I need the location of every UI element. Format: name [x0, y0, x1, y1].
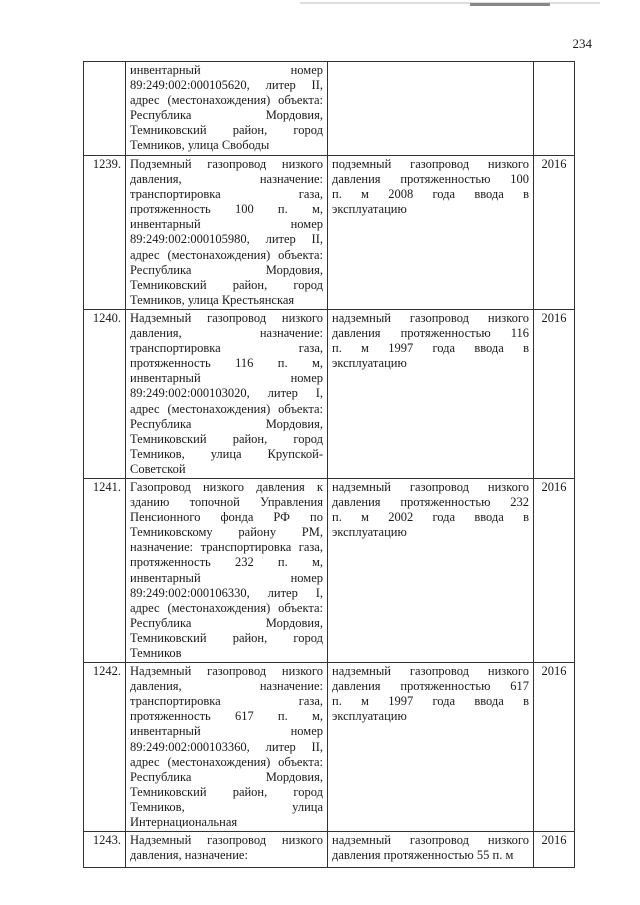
object-name — [126, 309, 328, 478]
object-name-line: Надземный газопровод низкого — [130, 664, 323, 679]
object-name-line: Республика Мордовия, — [130, 262, 323, 277]
object-name-line: Темников, улица — [130, 799, 323, 814]
object-description — [328, 309, 534, 478]
object-description-line: надземный газопровод низкого — [332, 664, 529, 679]
table-row — [84, 62, 575, 156]
transfer-year: 2016 — [534, 832, 575, 868]
object-name-line: протяженность 232 п. м, — [130, 555, 323, 570]
object-name-line: зданию топочной Управления — [130, 495, 323, 510]
object-description-line: давления протяженностью 55 п. м — [332, 848, 514, 863]
object-description-line: п. м 2008 года ввода в — [332, 187, 529, 202]
scan-artifact — [470, 3, 550, 6]
object-description-line: п. м 1997 года ввода в — [332, 341, 529, 356]
object-description-line: эксплуатацию — [332, 356, 407, 371]
object-description-line: давления протяженностью 100 — [332, 172, 529, 187]
object-name-line: 89:249:002:000103020, литер I, — [130, 386, 323, 401]
object-description-line: эксплуатацию — [332, 709, 407, 724]
row-number: 1239. — [84, 156, 126, 310]
object-name-line: инвентарный номер — [130, 724, 323, 739]
object-description-line: п. м 2002 года ввода в — [332, 510, 529, 525]
object-name — [126, 62, 328, 156]
object-name-line: 89:249:002:000103360, литер II, — [130, 739, 323, 754]
object-description-line: п. м 1997 года ввода в — [332, 694, 529, 709]
table-row — [84, 663, 575, 832]
object-description-line: надземный газопровод низкого — [332, 479, 529, 494]
object-name — [126, 478, 328, 662]
object-description-line: давления протяженностью 617 — [332, 679, 529, 694]
object-name-line: Темниковский район, город — [130, 277, 323, 292]
object-name-line: Советской — [130, 461, 186, 476]
object-description — [328, 478, 534, 662]
table-row — [84, 156, 575, 310]
object-name-line: назначение: транспортировка газа, — [130, 540, 323, 555]
object-name-line: Темников, улица Свободы — [130, 138, 270, 153]
table-row — [84, 832, 575, 868]
object-name-line: инвентарный номер — [130, 371, 323, 386]
table-row — [84, 309, 575, 478]
row-number: 1240. — [84, 309, 126, 478]
object-name-line: транспортировка газа, — [130, 341, 323, 356]
object-name-line: Темников, улица Крупской- — [130, 446, 323, 461]
object-name — [126, 832, 328, 868]
scan-artifact — [300, 2, 600, 4]
object-description — [328, 663, 534, 832]
transfer-year: 2016 — [534, 156, 575, 310]
object-description-line: давления протяженностью 116 — [332, 326, 529, 341]
object-name-line: 89:249:002:000106330, литер I, — [130, 585, 323, 600]
transfer-year: 2016 — [534, 309, 575, 478]
object-name-line: Республика Мордовия, — [130, 769, 323, 784]
row-number: 1243. — [84, 832, 126, 868]
object-name-line: Темниковскому району РМ, — [130, 525, 323, 540]
object-name-line: Темниковский район, город — [130, 123, 323, 138]
object-name-line: Темников, улица Крестьянская — [130, 292, 295, 307]
table-row — [84, 478, 575, 662]
object-name-line: инвентарный номер — [130, 63, 323, 77]
row-number: 1242. — [84, 663, 126, 832]
object-name-line: Пенсионного фонда РФ по — [130, 510, 323, 525]
transfer-year: 2016 — [534, 663, 575, 832]
object-name-line: давления, назначение: — [130, 848, 248, 863]
object-description-line: подземный газопровод низкого — [332, 157, 529, 171]
transfer-year: 2016 — [534, 478, 575, 662]
object-name-line: 89:249:002:000105620, литер II, — [130, 78, 323, 93]
object-name-line: Надземный газопровод низкого — [130, 833, 323, 848]
object-description-line: надземный газопровод низкого — [332, 310, 529, 325]
object-name-line: Темников — [130, 646, 182, 660]
object-name-line: 89:249:002:000105980, литер II, — [130, 232, 323, 247]
object-name-line: протяженность 100 п. м, — [130, 202, 323, 217]
row-number: 1241. — [84, 478, 126, 662]
registry-table — [83, 61, 575, 868]
object-name-line: давления, назначение: — [130, 172, 323, 187]
object-name-line: инвентарный номер — [130, 217, 323, 232]
object-name-line: адрес (местонахождения) объекта: — [130, 754, 323, 769]
object-name-line: давления, назначение: — [130, 679, 323, 694]
object-name-line: протяженность 617 п. м, — [130, 709, 323, 724]
object-name-line: Интернациональная — [130, 815, 238, 830]
object-description-line: надземный газопровод низкого — [332, 833, 529, 848]
page-number: 234 — [572, 36, 592, 51]
object-name-line: инвентарный номер — [130, 570, 323, 585]
object-name-line: протяженность 116 п. м, — [130, 356, 323, 371]
object-name-line: транспортировка газа, — [130, 694, 323, 709]
object-description-line: эксплуатацию — [332, 525, 407, 540]
object-description — [328, 156, 534, 310]
object-name-line: Темниковский район, город — [130, 630, 323, 645]
object-name-line: Газопровод низкого давления к — [130, 479, 323, 494]
object-name-line: адрес (местонахождения) объекта: — [130, 600, 323, 615]
object-name-line: адрес (местонахождения) объекта: — [130, 93, 323, 108]
object-name-line: адрес (местонахождения) объекта: — [130, 247, 323, 262]
object-name-line: давления, назначение: — [130, 326, 323, 341]
object-name-line: Республика Мордовия, — [130, 615, 323, 630]
object-name-line: Подземный газопровод низкого — [130, 157, 323, 171]
object-name — [126, 663, 328, 832]
object-name-line: Республика Мордовия, — [130, 416, 323, 431]
object-description-line: давления протяженностью 232 — [332, 495, 529, 510]
object-description — [328, 62, 534, 156]
object-name-line: транспортировка газа, — [130, 187, 323, 202]
object-name-line: Республика Мордовия, — [130, 108, 323, 123]
object-name-line: Темниковский район, город — [130, 784, 323, 799]
transfer-year — [534, 62, 575, 156]
row-number — [84, 62, 126, 156]
object-name-line: Надземный газопровод низкого — [130, 310, 323, 325]
object-description — [328, 832, 534, 868]
object-name-line: адрес (местонахождения) объекта: — [130, 401, 323, 416]
object-description-line: эксплуатацию — [332, 202, 407, 217]
object-name — [126, 156, 328, 310]
object-name-line: Темниковский район, город — [130, 431, 323, 446]
registry-table-body — [84, 62, 575, 868]
